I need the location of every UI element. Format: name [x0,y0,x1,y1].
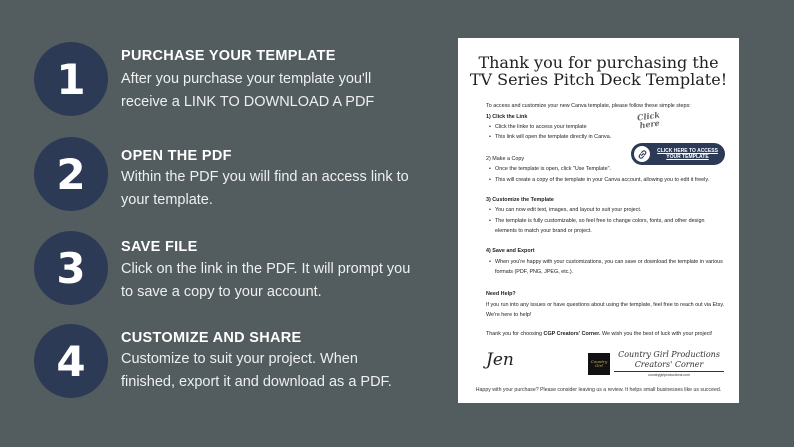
step-2 [34,137,434,217]
thanks-brand: CGP Creators' Corner. [543,331,601,337]
help-section [486,290,726,320]
step-number: 2 [34,137,108,211]
section-2-title: 2) Make a Copy [486,156,525,162]
link-button-line-2: YOUR TEMPLATE [666,154,709,160]
thanks-prefix: Thank you for choosing [486,331,544,337]
step-4 [34,324,434,404]
click-here-stamp: Click here [636,109,661,131]
footer-note: Happy with your purchase? Please consider leaving us a review. It helps small businesses like us succeed. [475,387,722,393]
step-1 [34,42,434,122]
thanks-suffix: We wish you the best of luck with your project! [600,331,713,337]
brand-logo-text: Country Girl [590,359,608,368]
section-2 [486,155,731,184]
step-number: 4 [34,324,108,398]
brand-logo-square [588,353,610,375]
section-3 [486,196,726,236]
thanks-text [486,330,739,338]
section-1-bullet-2: • This link will open the template directly in Canva. [495,133,636,141]
intro-text: To access and customize your new Canva template, please follow these simple steps: [486,103,691,109]
brand-line-2: Creators' Corner [614,360,724,372]
step-title: OPEN THE PDF [121,148,232,164]
brand-text [614,350,724,378]
signature: Jen [486,350,514,370]
brand-line-1: Country Girl Productions [618,350,720,359]
section-2-bullet-1: • Once the template is open, click "Use Template". [495,165,731,173]
step-title: PURCHASE YOUR TEMPLATE [121,48,336,64]
section-4-title: 4) Save and Export [486,248,535,254]
section-1-bullet-1: • Click the linke to access your template [495,123,636,131]
step-text: Within the PDF you will find an access link to your template. [121,169,409,208]
step-title: SAVE FILE [121,239,198,255]
step-title: CUSTOMIZE AND SHARE [121,330,302,346]
section-3-bullet-1: • You can now edit text, images, and layout to suit your project. [495,206,726,214]
document-title [458,54,739,88]
step-text: After you purchase your template you'll receive a LINK TO DOWNLOAD A PDF [121,71,375,110]
section-3-title: 3) Customize the Template [486,197,554,203]
section-1 [486,113,636,141]
help-text: If you run into any issues or have questions about using the template, feel free to reach out via Etsy. We're here to help! [486,302,725,318]
section-2-bullet-2: • This will create a copy of the template in your Canva account, allowing you to edit it freely. [495,176,731,184]
pdf-preview-page [458,38,739,403]
link-button-line-1: CLICK HERE TO ACCESS [657,148,718,154]
step-number: 1 [34,42,108,116]
section-1-title: 1) Click the Link [486,114,528,120]
title-line-2: TV Series Pitch Deck Template! [469,70,728,89]
title-line-1: Thank you for purchasing the [478,53,719,72]
help-title: Need Help? [486,291,516,297]
step-number: 3 [34,231,108,305]
section-3-bullet-2: • The template is fully customizable, so feel free to change colors, fonts, and other design elements to match your brand or project. [495,216,726,236]
section-4-bullet-1: • When you're happy with your customizations, you can save or download the template in various formats (PDF, PNG, JPEG, etc.). [495,257,726,277]
brand-url: countrygirlproductions.com [648,373,690,377]
section-4 [486,247,726,277]
step-text: Customize to suit your project. When finished, export it and download as a PDF. [121,351,392,390]
step-text: Click on the link in the PDF. It will prompt you to save a copy to your account. [121,261,411,300]
step-3 [34,231,434,311]
